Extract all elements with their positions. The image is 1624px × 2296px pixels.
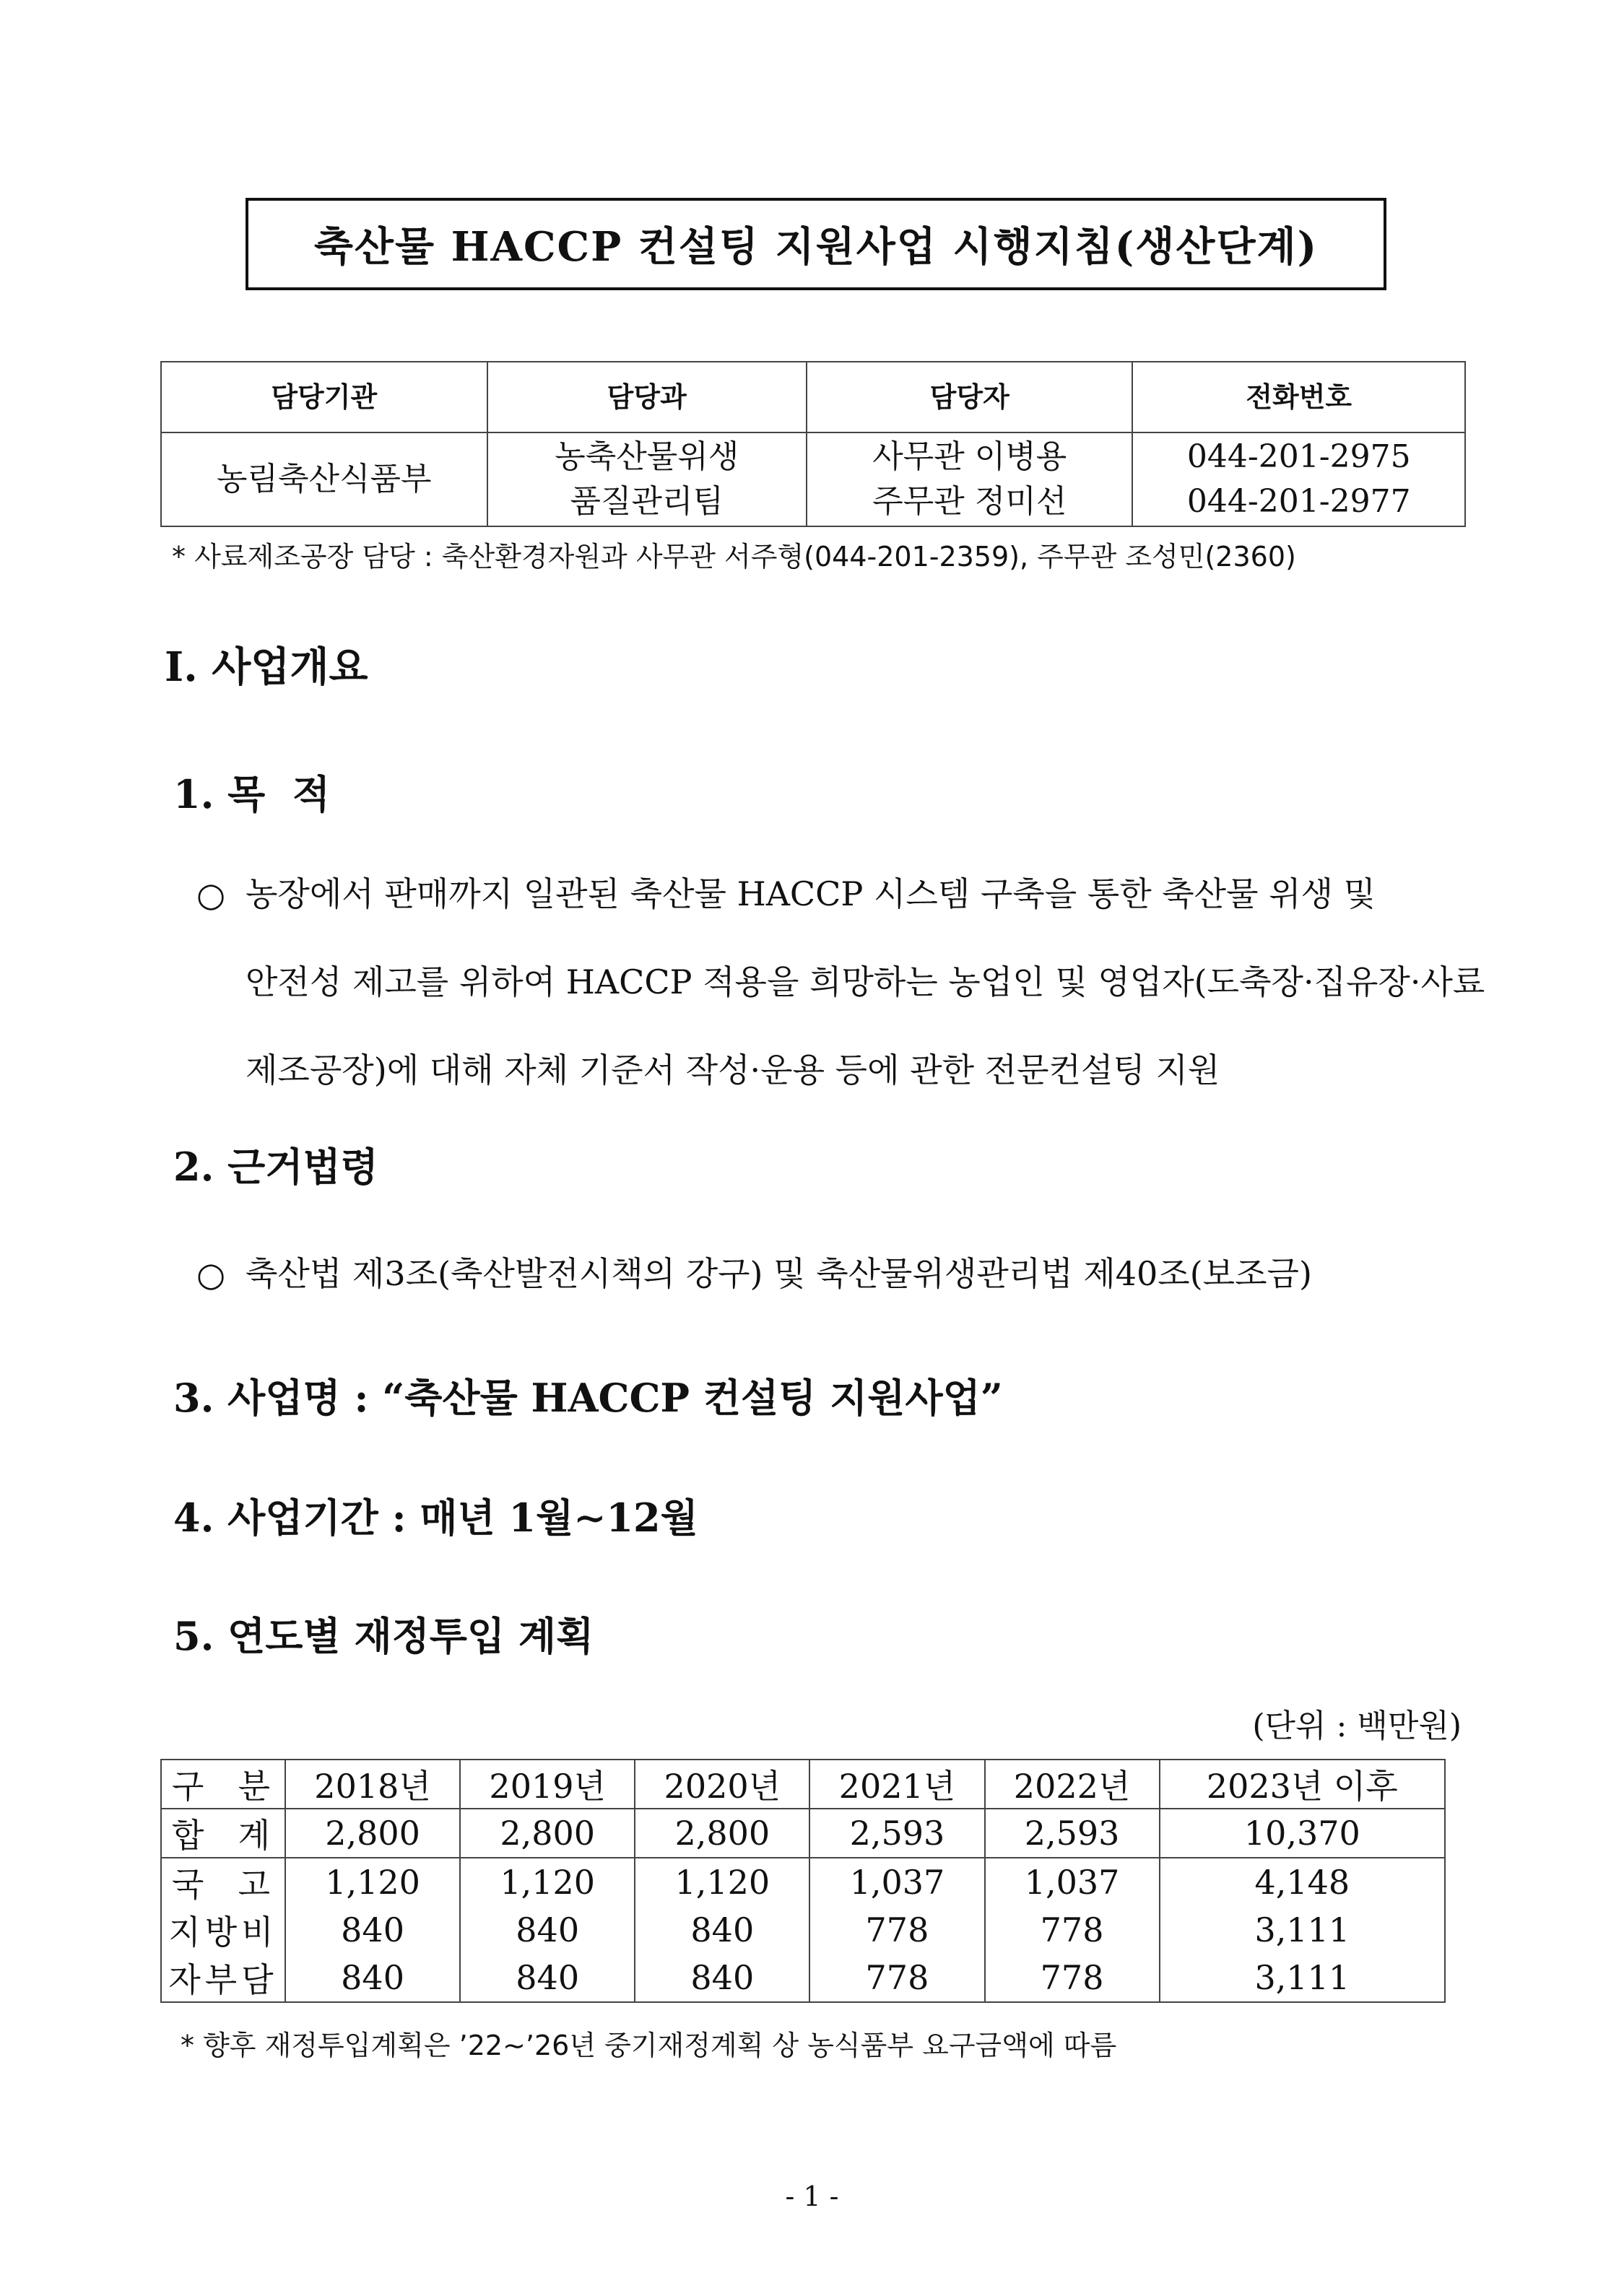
budget-table — [160, 1759, 1446, 2003]
budget-row-self — [161, 1954, 1445, 2002]
budget-row-national — [161, 1858, 1445, 1906]
header-dept: 담당과 — [487, 362, 807, 432]
year-2023-after: 2023년 이후 — [1160, 1760, 1445, 1809]
budget-row-total — [161, 1809, 1445, 1858]
cell: 840 — [635, 1954, 809, 2002]
cell: 2,800 — [285, 1809, 460, 1858]
contact-body-row — [161, 432, 1465, 526]
dept-cell — [487, 432, 807, 526]
person-cell — [807, 432, 1133, 526]
cell: 2,800 — [460, 1809, 635, 1858]
cell: 778 — [809, 1906, 984, 1954]
agency-cell: 농림축산식품부 — [161, 432, 487, 526]
law-line-1: 축산법 제3조(축산발전시책의 강구) 및 축산물위생관리법 제40조(보조금) — [246, 1254, 1312, 1293]
purpose-line-3: 제조공장)에 대해 자체 기준서 작성·운용 등에 관한 전문컨설팅 지원 — [246, 1051, 1220, 1090]
cell: 840 — [460, 1906, 635, 1954]
header-person: 담당자 — [807, 362, 1133, 432]
cell: 10,370 — [1160, 1809, 1445, 1858]
year-2020: 2020년 — [635, 1760, 809, 1809]
budget-header-label: 구 분 — [161, 1760, 285, 1809]
cell: 778 — [809, 1954, 984, 2002]
purpose-heading: 1. 목 적 — [173, 771, 331, 817]
law-bullet: ○ — [196, 1255, 226, 1294]
year-2019: 2019년 — [460, 1760, 635, 1809]
contact-header-row — [161, 362, 1465, 432]
row-label: 지방비 — [161, 1906, 285, 1954]
year-2018: 2018년 — [285, 1760, 460, 1809]
contact-note: * 사료제조공장 담당 : 축산환경자원과 사무관 서주형(044-201-2359), 주무관 조성민(2360) — [172, 541, 1296, 573]
cell: 3,111 — [1160, 1954, 1445, 2002]
purpose-line-1: 농장에서 판매까지 일관된 축산물 HACCP 시스템 구축을 통한 축산물 위생 및 — [246, 874, 1376, 913]
cell: 1,120 — [460, 1858, 635, 1906]
project-name: 3. 사업명 : “축산물 HACCP 컨설팅 지원사업” — [173, 1375, 1003, 1421]
phone-cell — [1132, 432, 1465, 526]
phone-1: 044-201-2975 — [1186, 438, 1411, 475]
cell: 1,037 — [809, 1858, 984, 1906]
cell: 840 — [460, 1954, 635, 2002]
header-phone: 전화번호 — [1132, 362, 1465, 432]
cell: 778 — [985, 1954, 1160, 2002]
document-title: 축산물 HACCP 컨설팅 지원사업 시행지침(생산단계) — [246, 198, 1386, 290]
cell: 2,593 — [809, 1809, 984, 1858]
cell: 840 — [285, 1906, 460, 1954]
cell: 1,120 — [285, 1858, 460, 1906]
budget-header-row — [161, 1760, 1445, 1809]
law-heading: 2. 근거법령 — [173, 1144, 378, 1190]
year-2021: 2021년 — [809, 1760, 984, 1809]
dept-line-2: 품질관리팀 — [570, 483, 724, 520]
row-label: 국 고 — [161, 1858, 285, 1906]
row-label: 자부담 — [161, 1954, 285, 2002]
person-2: 주무관 정미선 — [872, 483, 1067, 520]
cell: 1,120 — [635, 1858, 809, 1906]
budget-heading: 5. 연도별 재정투입 계획 — [173, 1613, 594, 1659]
cell: 840 — [635, 1906, 809, 1954]
cell: 840 — [285, 1954, 460, 2002]
cell: 778 — [985, 1906, 1160, 1954]
phone-2: 044-201-2977 — [1186, 483, 1411, 520]
budget-row-local — [161, 1906, 1445, 1954]
row-label: 합 계 — [161, 1809, 285, 1858]
project-period: 4. 사업기간 : 매년 1월∼12월 — [173, 1495, 698, 1541]
year-2022: 2022년 — [985, 1760, 1160, 1809]
cell: 1,037 — [985, 1858, 1160, 1906]
header-agency: 담당기관 — [161, 362, 487, 432]
purpose-bullet: ○ — [196, 875, 226, 914]
page-number: - 1 - — [785, 2180, 839, 2212]
contact-table — [160, 361, 1466, 527]
dept-line-1: 농축산물위생 — [555, 438, 739, 475]
person-1: 사무관 이병용 — [872, 438, 1067, 475]
section-heading: Ⅰ. 사업개요 — [165, 643, 368, 691]
cell: 3,111 — [1160, 1906, 1445, 1954]
budget-unit: (단위 : 백만원) — [1252, 1708, 1462, 1744]
cell: 2,800 — [635, 1809, 809, 1858]
cell: 4,148 — [1160, 1858, 1445, 1906]
budget-note: * 향후 재정투입계획은 ’22∼’26년 중기재정계획 상 농식품부 요구금액에 따름 — [181, 2030, 1117, 2061]
purpose-line-2: 안전성 제고를 위하여 HACCP 적용을 희망하는 농업인 및 영업자(도축장·집유장·사료 — [246, 962, 1485, 1001]
cell: 2,593 — [985, 1809, 1160, 1858]
